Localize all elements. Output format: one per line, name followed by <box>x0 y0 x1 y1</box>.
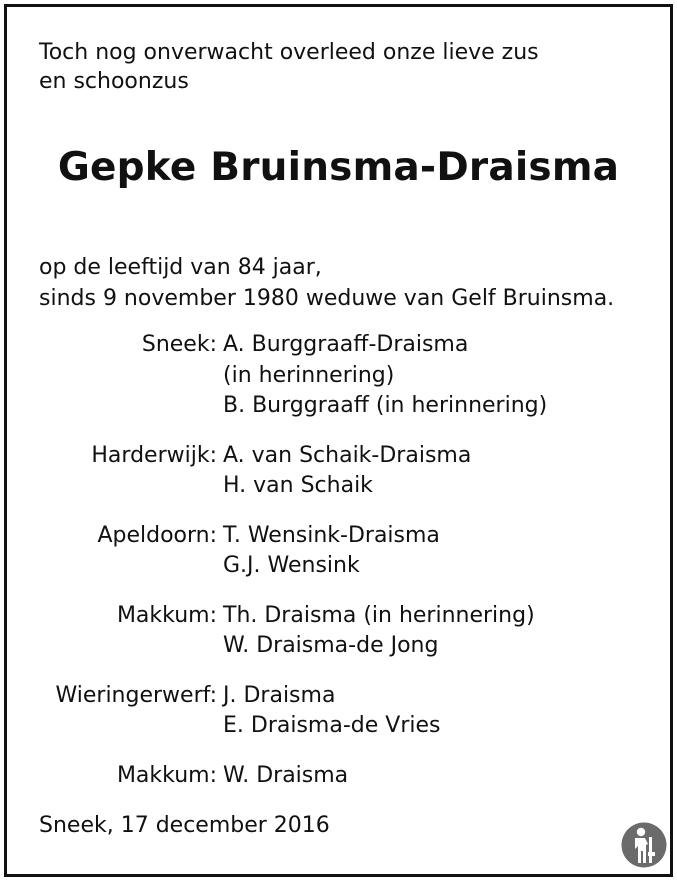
relative-place: Wieringerwerf: <box>55 682 217 708</box>
relative-name: (in herinnering) <box>223 362 395 388</box>
relative-name: A. van Schaik-Draisma <box>223 442 472 468</box>
relative-name: J. Draisma <box>223 682 336 708</box>
relative-name: H. van Schaik <box>223 473 373 498</box>
relative-group <box>7 761 670 792</box>
intro-line-1: Toch nog onverwacht overleed onze lieve zus <box>39 40 539 65</box>
relative-place: Makkum: <box>116 602 217 628</box>
relative-place: Apeldoorn: <box>97 522 217 548</box>
intro-text <box>39 38 539 96</box>
relative-name: T. Wensink-Draisma <box>223 522 440 548</box>
deceased-name: Gepke Bruinsma-Draisma <box>57 145 620 190</box>
intro-line-2: en schoonzus <box>39 69 189 94</box>
relative-place: Makkum: <box>116 762 217 788</box>
place-date: Sneek, 17 december 2016 <box>39 813 330 838</box>
relative-name: B. Burggraaff (in herinnering) <box>223 393 548 418</box>
relative-group <box>7 681 670 742</box>
relative-place: Harderwijk: <box>91 442 217 468</box>
relatives-list <box>7 330 670 810</box>
relative-group <box>7 330 670 422</box>
relative-group <box>7 601 670 662</box>
memorial-figure-icon <box>621 822 667 868</box>
relative-name: W. Draisma-de Jong <box>223 633 439 658</box>
relative-name: A. Burggraaff-Draisma <box>223 332 469 357</box>
relative-name: E. Draisma-de Vries <box>223 713 441 738</box>
relative-names <box>223 521 440 582</box>
relative-names <box>223 601 535 662</box>
relative-names <box>223 681 440 742</box>
details-line-2: sinds 9 november 1980 weduwe van Gelf Bruinsma. <box>39 286 615 311</box>
relative-group <box>7 521 670 582</box>
relative-name: Th. Draisma (in herinnering) <box>223 602 535 628</box>
obituary-card <box>4 4 673 877</box>
details-line-1: op de leeftijd van 84 jaar, <box>39 255 322 280</box>
relative-place: Sneek: <box>141 332 217 357</box>
relative-names <box>223 441 471 502</box>
relative-name: G.J. Wensink <box>223 553 360 578</box>
relative-names <box>223 330 547 422</box>
relative-names <box>223 761 348 792</box>
details-text <box>39 252 614 314</box>
relative-group <box>7 441 670 502</box>
relative-name: W. Draisma <box>223 762 349 788</box>
